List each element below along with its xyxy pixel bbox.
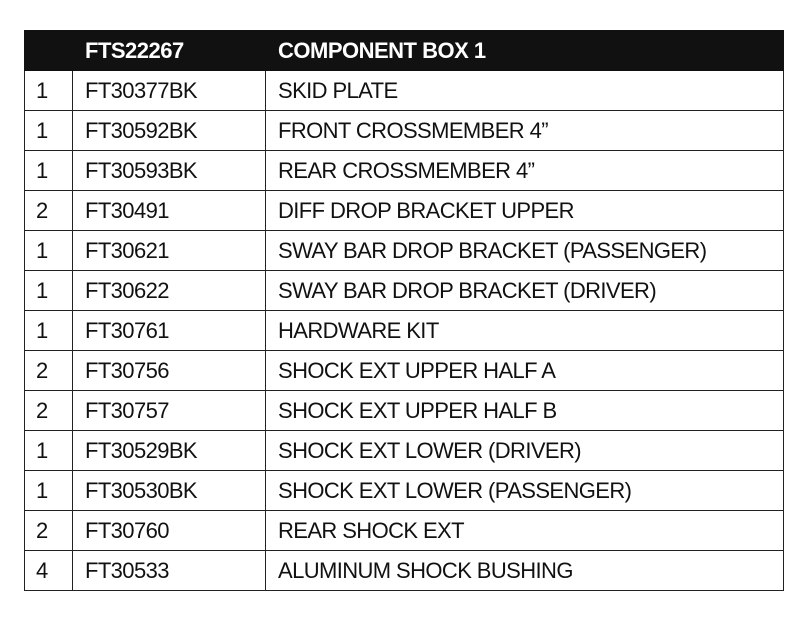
row-part-number: FT30592BK bbox=[73, 111, 266, 151]
table-row bbox=[25, 551, 784, 591]
row-qty: 1 bbox=[25, 431, 73, 471]
row-part-number: FT30533 bbox=[73, 551, 266, 591]
table-header bbox=[25, 31, 784, 71]
table-row bbox=[25, 151, 784, 191]
row-qty: 2 bbox=[25, 391, 73, 431]
row-qty: 1 bbox=[25, 311, 73, 351]
row-description: SKID PLATE bbox=[266, 71, 784, 111]
row-part-number: FT30593BK bbox=[73, 151, 266, 191]
row-qty: 2 bbox=[25, 351, 73, 391]
row-description: SHOCK EXT UPPER HALF A bbox=[266, 351, 784, 391]
row-part-number: FT30761 bbox=[73, 311, 266, 351]
row-qty: 1 bbox=[25, 271, 73, 311]
row-qty: 1 bbox=[25, 231, 73, 271]
row-qty: 1 bbox=[25, 471, 73, 511]
table-row bbox=[25, 511, 784, 551]
table-row bbox=[25, 111, 784, 151]
row-part-number: FT30756 bbox=[73, 351, 266, 391]
table-row bbox=[25, 471, 784, 511]
row-part-number: FT30530BK bbox=[73, 471, 266, 511]
table-row bbox=[25, 191, 784, 231]
row-description: SHOCK EXT UPPER HALF B bbox=[266, 391, 784, 431]
table-row bbox=[25, 431, 784, 471]
table-row bbox=[25, 311, 784, 351]
row-part-number: FT30622 bbox=[73, 271, 266, 311]
table-body bbox=[25, 71, 784, 591]
row-qty: 1 bbox=[25, 71, 73, 111]
row-description: REAR SHOCK EXT bbox=[266, 511, 784, 551]
row-qty: 1 bbox=[25, 111, 73, 151]
row-part-number: FT30621 bbox=[73, 231, 266, 271]
parts-table bbox=[24, 30, 784, 591]
row-description: FRONT CROSSMEMBER 4” bbox=[266, 111, 784, 151]
row-description: REAR CROSSMEMBER 4” bbox=[266, 151, 784, 191]
row-description: SHOCK EXT LOWER (DRIVER) bbox=[266, 431, 784, 471]
row-description: ALUMINUM SHOCK BUSHING bbox=[266, 551, 784, 591]
row-qty: 2 bbox=[25, 511, 73, 551]
table-row bbox=[25, 71, 784, 111]
row-qty: 2 bbox=[25, 191, 73, 231]
row-description: SWAY BAR DROP BRACKET (DRIVER) bbox=[266, 271, 784, 311]
header-component-box: COMPONENT BOX 1 bbox=[266, 31, 784, 71]
table-row bbox=[25, 231, 784, 271]
row-description: SWAY BAR DROP BRACKET (PASSENGER) bbox=[266, 231, 784, 271]
row-description: SHOCK EXT LOWER (PASSENGER) bbox=[266, 471, 784, 511]
row-description: HARDWARE KIT bbox=[266, 311, 784, 351]
header-row bbox=[25, 31, 784, 71]
row-part-number: FT30377BK bbox=[73, 71, 266, 111]
row-qty: 1 bbox=[25, 151, 73, 191]
row-part-number: FT30757 bbox=[73, 391, 266, 431]
header-qty bbox=[25, 31, 73, 71]
table-row bbox=[25, 391, 784, 431]
table-row bbox=[25, 271, 784, 311]
header-kit-number: FTS22267 bbox=[73, 31, 266, 71]
row-qty: 4 bbox=[25, 551, 73, 591]
row-description: DIFF DROP BRACKET UPPER bbox=[266, 191, 784, 231]
row-part-number: FT30491 bbox=[73, 191, 266, 231]
row-part-number: FT30529BK bbox=[73, 431, 266, 471]
table-row bbox=[25, 351, 784, 391]
row-part-number: FT30760 bbox=[73, 511, 266, 551]
